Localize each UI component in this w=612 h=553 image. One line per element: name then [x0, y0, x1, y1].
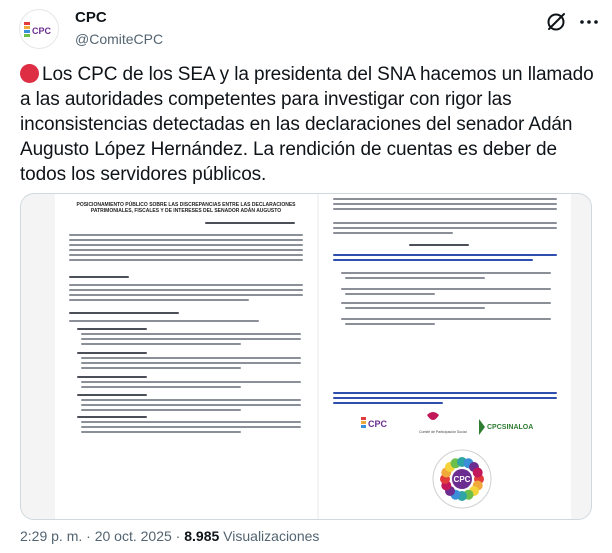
document-text-line	[345, 277, 485, 279]
document-text-line	[333, 198, 557, 200]
document-text-line	[81, 343, 241, 345]
tweet-time[interactable]: 2:29 p. m.	[20, 528, 83, 544]
more-options-icon[interactable]	[577, 10, 601, 34]
document-text-line	[333, 254, 557, 256]
document-text-line	[333, 392, 557, 394]
document-text-line	[81, 426, 301, 428]
document-text-line	[81, 367, 241, 369]
account-name[interactable]: CPC	[75, 9, 107, 26]
tweet-meta	[20, 528, 319, 544]
document-text-line	[81, 338, 301, 340]
document-text-line	[333, 208, 557, 210]
document-text-line	[69, 239, 303, 241]
document-text-line	[333, 222, 557, 224]
document-text-line	[333, 259, 533, 261]
meta-separator: ·	[86, 528, 91, 544]
document-page-left	[55, 194, 317, 520]
tweet-date[interactable]: 20 oct. 2025	[94, 528, 172, 544]
meta-separator: ·	[175, 528, 181, 544]
document-text-line	[69, 276, 129, 278]
document-text-line	[81, 357, 301, 359]
document-text-line	[69, 312, 179, 314]
red-circle-icon	[20, 64, 39, 83]
national-cpc-seal-icon	[431, 448, 493, 510]
document-text-line	[205, 222, 295, 224]
views-count: 8.985	[184, 528, 220, 544]
document-text-line	[81, 362, 301, 364]
document-text-line	[81, 386, 241, 388]
tweet-header	[0, 0, 612, 58]
document-text-line	[409, 244, 469, 246]
document-text-line	[77, 352, 147, 354]
document-text-line	[341, 272, 551, 274]
document-text-line	[341, 302, 551, 304]
document-text-line	[69, 289, 303, 291]
document-text-line	[345, 323, 435, 325]
cpc-sinaloa-logo-icon	[479, 419, 533, 435]
document-text-line	[333, 397, 557, 399]
document-text-line	[77, 416, 147, 418]
document-text-line	[69, 299, 249, 301]
document-text-line	[341, 318, 551, 320]
tweet-text	[20, 62, 605, 187]
document-text-line	[69, 259, 303, 261]
account-handle[interactable]: @ComiteCPC	[75, 31, 164, 47]
document-text-line	[333, 402, 443, 404]
document-text-line	[69, 244, 303, 246]
document-text-line	[69, 234, 303, 236]
document-page-right	[319, 194, 571, 520]
document-text-line	[81, 333, 301, 335]
document-text-line	[69, 254, 303, 256]
avatar[interactable]	[19, 9, 59, 49]
tweet-body: Los CPC de los SEA y la presidenta del SNA hacemos un llamado a las autoridades competentes para investigar con rigor las inconsistencias detectadas en las declaraciones del senador Adán Augusto López Hernández. La rendición de cuentas es deber de todos los servidores públicos.	[20, 64, 594, 185]
svg-text:CPC: CPC	[453, 475, 471, 484]
organization-logos	[319, 409, 571, 443]
tweet-media-image[interactable]	[20, 193, 592, 520]
document-text-line	[345, 293, 435, 295]
document-text-line	[81, 431, 241, 433]
document-text-line	[69, 249, 303, 251]
document-text-line	[69, 294, 303, 296]
document-text-line	[77, 328, 147, 330]
document-text-line	[81, 381, 301, 383]
document-text-line	[69, 284, 303, 286]
seal-petal	[473, 468, 483, 478]
document-text-line	[81, 421, 301, 423]
grok-icon[interactable]	[545, 11, 567, 33]
cpc-logo-icon	[20, 10, 59, 49]
document-title: POSICIONAMIENTO PÚBLICO SOBRE LAS DISCREPANCIAS ENTRE LAS DECLARACIONES PATRIMONIALES, FISCALES Y DE INTERESES DEL SENADOR ADÁN AUGUSTO	[76, 202, 296, 214]
document-text-line	[341, 288, 551, 290]
document-text-line	[69, 320, 259, 322]
document-text-line	[77, 376, 147, 378]
document-text-line	[345, 307, 485, 309]
document-text-line	[333, 232, 453, 234]
logo-cpc-text: CPC	[368, 419, 388, 429]
cpc-logo-icon	[361, 417, 388, 429]
views-label: Visualizaciones	[223, 528, 320, 544]
document-text-line	[81, 399, 301, 401]
logo-sinaloa-text: CPCSINALOA	[487, 424, 534, 431]
logo-cps-text: Comité de Participación Social	[419, 430, 467, 434]
document-text-line	[333, 203, 557, 205]
document-text-line	[81, 409, 241, 411]
svg-text:CPC: CPC	[32, 26, 52, 36]
participation-committee-logo-icon	[419, 412, 467, 434]
document-text-line	[333, 227, 557, 229]
document-text-line	[77, 394, 147, 396]
document-text-line	[81, 404, 301, 406]
